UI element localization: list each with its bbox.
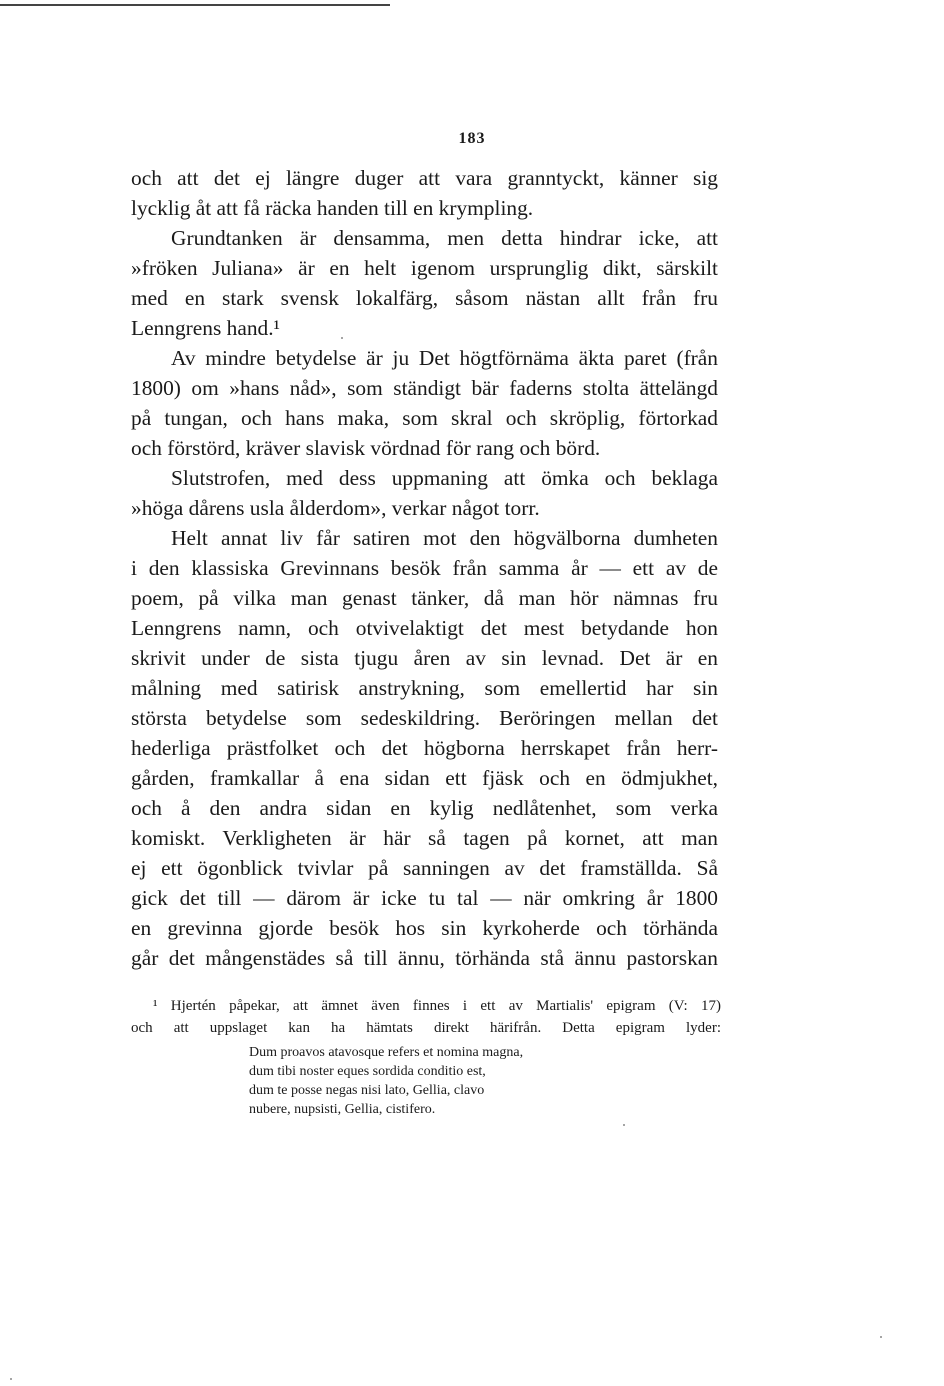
body-line: med en stark svensk lokalfärg, såsom nästan allt från fru <box>131 286 718 310</box>
print-speck <box>623 1124 625 1126</box>
body-line: gården, framkallar å ena sidan ett fjäsk och en ödmjukhet, <box>131 766 718 790</box>
body-line: »fröken Juliana» är en helt igenom ursprunglig dikt, särskilt <box>131 256 718 280</box>
body-line: och att det ej längre duger att vara granntyckt, känner sig <box>131 166 718 190</box>
body-line: hederliga prästfolket och det högborna herrskapet från herr- <box>131 736 718 760</box>
body-line: målning med satirisk anstrykning, som emellertid har sin <box>131 676 718 700</box>
body-line: största betydelse som sedeskildring. Beröringen mellan det <box>131 706 718 730</box>
body-line: 1800) om »hans nåd», som ständigt bär faderns stolta ättelängd <box>131 376 718 400</box>
body-line: Av mindre betydelse är ju Det högtförnäma äkta paret (från <box>171 346 718 370</box>
top-edge-rule <box>0 4 390 6</box>
body-line: skrivit under de sista tjugu åren av sin levnad. Det är en <box>131 646 718 670</box>
body-line: komiskt. Verkligheten är här så tagen på kornet, att man <box>131 826 718 850</box>
footnote-line: ¹ Hjertén påpekar, att ämnet även finnes i ett av Martialis' epigram (V: 17) <box>153 998 721 1014</box>
body-text <box>131 163 718 973</box>
body-line: i den klassiska Grevinnans besök från samma år — ett av de <box>131 556 718 580</box>
body-line: och förstörd, kräver slavisk vördnad för rang och börd. <box>131 436 601 460</box>
quote-line: nubere, nupsisti, Gellia, cistifero. <box>249 1102 436 1117</box>
body-line: och å den andra sidan en kylig nedlåtenhet, som verka <box>131 796 718 820</box>
body-line: »höga dårens usla ålderdom», verkar något torr. <box>131 496 540 520</box>
quote-line: Dum proavos atavosque refers et nomina magna, <box>249 1045 524 1060</box>
body-line: Lenngrens hand.¹ <box>131 316 280 340</box>
quote-line: dum tibi noster eques sordida conditio est, <box>249 1064 486 1079</box>
print-speck <box>341 337 343 339</box>
body-line: lycklig åt att få räcka handen till en krympling. <box>131 196 534 220</box>
body-line: Helt annat liv får satiren mot den högvälborna dumheten <box>171 526 718 550</box>
body-line: på tungan, och hans maka, som skral och skröplig, förtorkad <box>131 406 718 430</box>
page-number: 183 <box>458 130 486 147</box>
body-line: ej ett ögonblick tvivlar på sanningen av det framställda. Så <box>131 856 718 880</box>
body-line: går det mångenstädes så till ännu, törhända stå ännu pastorskan <box>131 946 718 970</box>
body-line: en grevinna gjorde besök hos sin kyrkoherde och törhända <box>131 916 718 940</box>
print-speck <box>880 1336 882 1338</box>
quote-line: dum te posse negas nisi lato, Gellia, clavo <box>249 1083 485 1098</box>
print-speck <box>10 1378 12 1380</box>
body-line: Lenngrens namn, och otvivelaktigt det mest betydande hon <box>131 616 718 640</box>
body-line: Grundtanken är densamma, men detta hindrar icke, att <box>171 226 718 250</box>
footnote <box>131 995 721 1119</box>
epigram-quote <box>249 1043 721 1119</box>
body-line: Slutstrofen, med dess uppmaning att ömka och beklaga <box>171 466 718 490</box>
body-line: gick det till — därom är icke tu tal — när omkring år 1800 <box>131 886 718 910</box>
body-line: poem, på vilka man genast tänker, då man hör nämnas fru <box>131 586 718 610</box>
footnote-line: och att uppslaget kan ha hämtats direkt härifrån. Detta epigram lyder: <box>131 1020 721 1036</box>
